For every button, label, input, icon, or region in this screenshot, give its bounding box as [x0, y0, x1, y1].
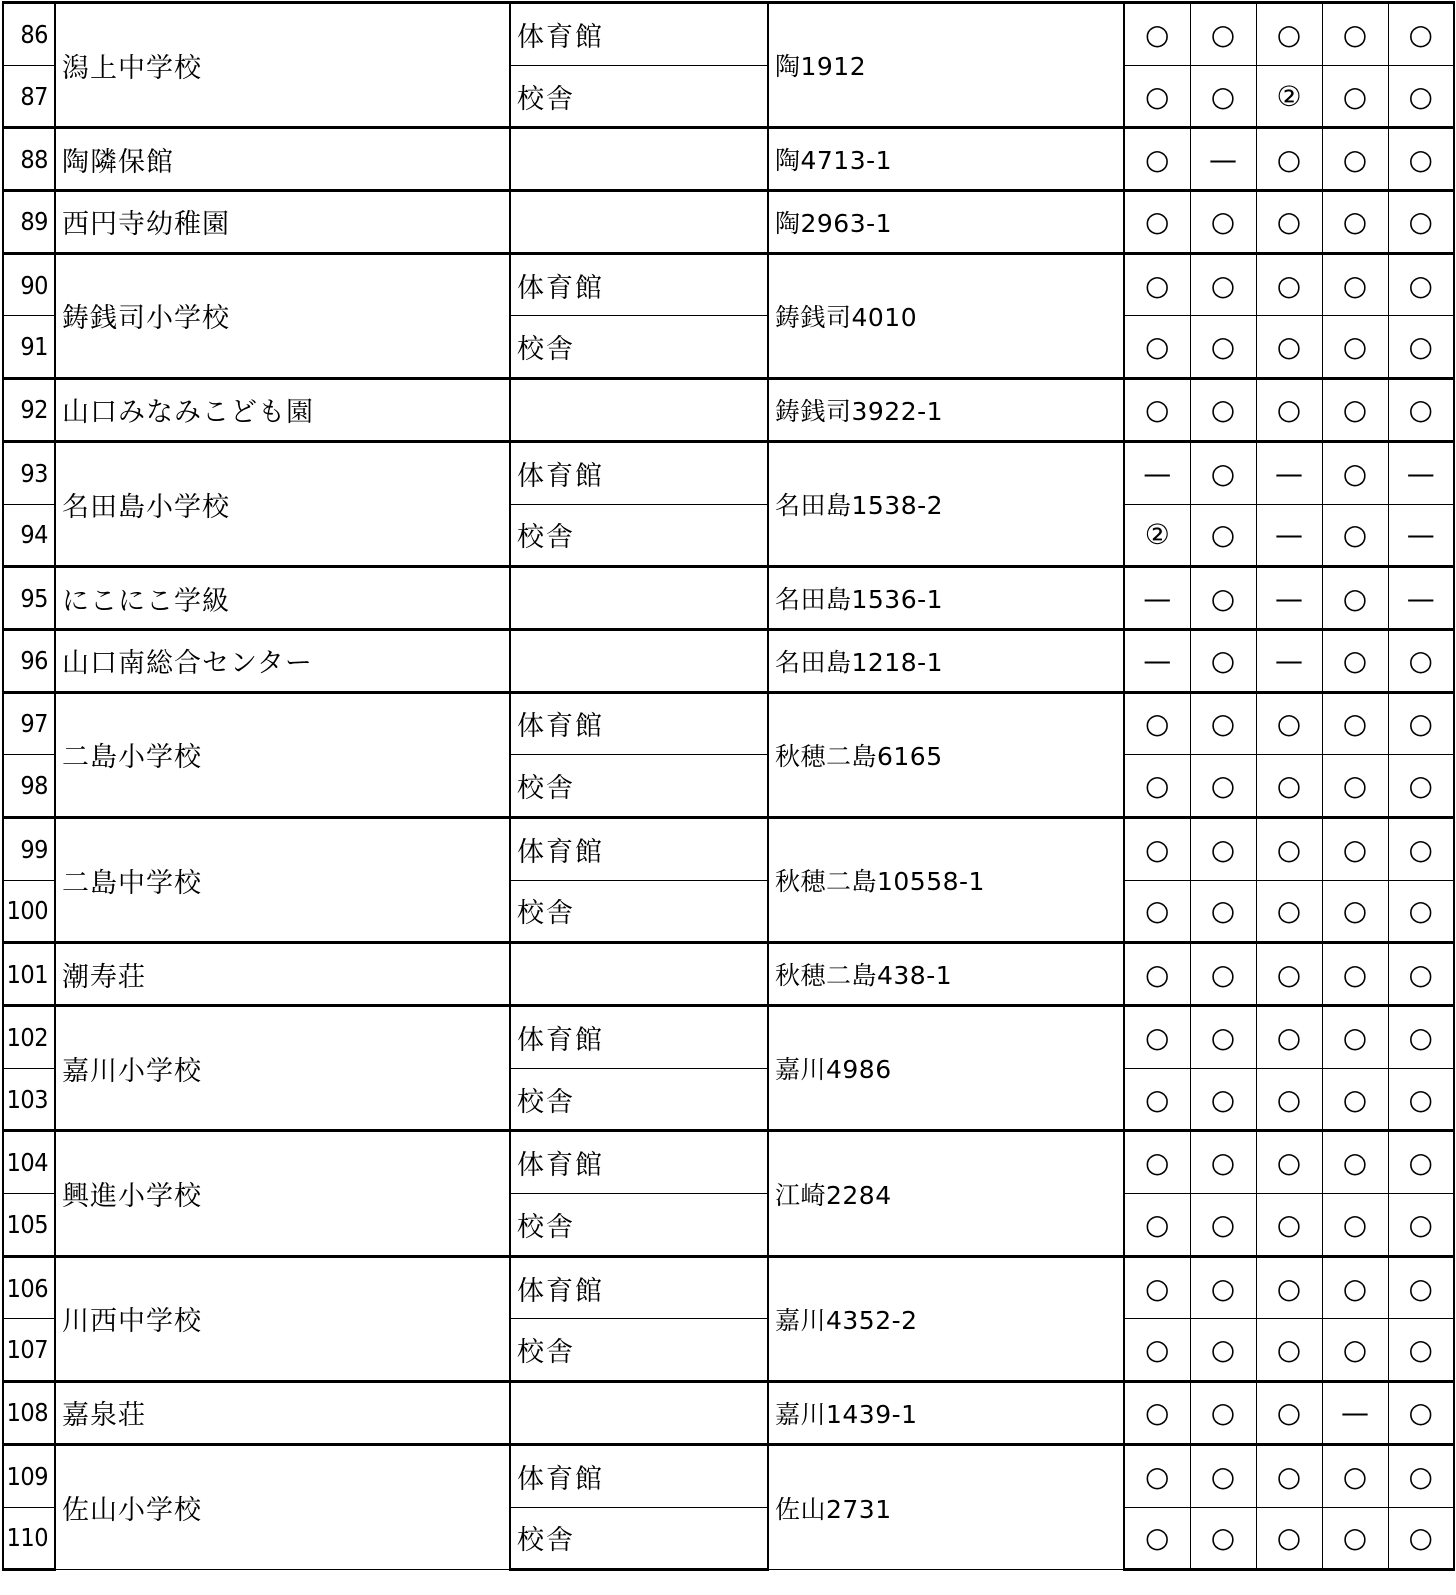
facility-name: 山口南総合センター [55, 629, 510, 692]
address: 鋳銭司3922-1 [768, 379, 1124, 442]
building-type: 体育館 [510, 1006, 768, 1069]
hazard-mark: ○ [1124, 128, 1190, 191]
building-type: 校舎 [510, 1507, 768, 1570]
hazard-mark: ○ [1124, 316, 1190, 379]
facility-name: 嘉泉荘 [55, 1382, 510, 1445]
building-type: 体育館 [510, 1256, 768, 1319]
hazard-mark: ○ [1322, 253, 1388, 316]
building-type [510, 128, 768, 191]
hazard-mark: ○ [1190, 379, 1256, 442]
table-row [3, 1131, 1454, 1194]
hazard-mark: ○ [1322, 1319, 1388, 1382]
address: 秋穂二島438-1 [768, 943, 1124, 1006]
hazard-mark: ○ [1124, 1068, 1190, 1131]
hazard-mark: ○ [1256, 128, 1322, 191]
hazard-mark: ○ [1190, 191, 1256, 254]
hazard-mark: ○ [1124, 943, 1190, 1006]
address: 陶2963-1 [768, 191, 1124, 254]
building-type: 校舎 [510, 1068, 768, 1131]
facility-name: 山口みなみこども園 [55, 379, 510, 442]
hazard-mark: ○ [1256, 880, 1322, 943]
hazard-mark: ○ [1256, 1444, 1322, 1507]
hazard-mark: ○ [1256, 817, 1322, 880]
hazard-mark: ○ [1190, 1006, 1256, 1069]
address: 秋穂二島10558-1 [768, 817, 1124, 942]
hazard-mark: ○ [1190, 943, 1256, 1006]
table-row [3, 1256, 1454, 1319]
facility-name: にこにこ学級 [55, 567, 510, 630]
hazard-mark: ○ [1124, 1382, 1190, 1445]
building-type: 校舎 [510, 880, 768, 943]
building-type: 校舎 [510, 65, 768, 128]
hazard-mark: ○ [1388, 3, 1454, 66]
hazard-mark: ○ [1322, 504, 1388, 567]
hazard-mark: ○ [1322, 441, 1388, 504]
hazard-mark: ○ [1322, 880, 1388, 943]
hazard-mark: ○ [1388, 128, 1454, 191]
hazard-mark: ○ [1190, 1444, 1256, 1507]
hazard-mark: ○ [1322, 1006, 1388, 1069]
hazard-mark: ○ [1322, 629, 1388, 692]
hazard-mark: ○ [1388, 629, 1454, 692]
hazard-mark: ○ [1256, 1131, 1322, 1194]
row-number: 92 [3, 379, 55, 442]
hazard-mark: ○ [1388, 1382, 1454, 1445]
row-number: 110 [3, 1507, 55, 1570]
building-type [510, 629, 768, 692]
table-row [3, 943, 1454, 1006]
building-type: 校舎 [510, 316, 768, 379]
facility-name: 潟上中学校 [55, 3, 510, 128]
building-type: 体育館 [510, 1131, 768, 1194]
hazard-mark: ○ [1256, 253, 1322, 316]
hazard-mark: ○ [1388, 943, 1454, 1006]
hazard-mark: ○ [1190, 1194, 1256, 1257]
hazard-mark: ○ [1190, 1131, 1256, 1194]
row-number: 96 [3, 629, 55, 692]
hazard-mark: ○ [1256, 1507, 1322, 1570]
row-number: 88 [3, 128, 55, 191]
table-row [3, 1382, 1454, 1445]
address: 江崎2284 [768, 1131, 1124, 1256]
hazard-mark: ○ [1388, 817, 1454, 880]
facility-name: 嘉川小学校 [55, 1006, 510, 1131]
hazard-mark: ○ [1124, 817, 1190, 880]
hazard-mark: ○ [1256, 1319, 1322, 1382]
building-type: 体育館 [510, 441, 768, 504]
hazard-mark: ○ [1256, 1006, 1322, 1069]
row-number: 90 [3, 253, 55, 316]
row-number: 107 [3, 1319, 55, 1382]
hazard-mark: ○ [1256, 943, 1322, 1006]
hazard-mark: ○ [1388, 379, 1454, 442]
building-type [510, 1382, 768, 1445]
hazard-mark: ○ [1388, 1006, 1454, 1069]
hazard-mark: ○ [1256, 1256, 1322, 1319]
hazard-mark: ○ [1322, 817, 1388, 880]
address: 佐山2731 [768, 1444, 1124, 1569]
address: 秋穂二島6165 [768, 692, 1124, 817]
address: 嘉川1439-1 [768, 1382, 1124, 1445]
hazard-mark: ○ [1124, 880, 1190, 943]
hazard-mark: ○ [1388, 316, 1454, 379]
row-number: 102 [3, 1006, 55, 1069]
hazard-mark: ○ [1256, 1068, 1322, 1131]
hazard-mark: ○ [1124, 1507, 1190, 1570]
hazard-mark: ○ [1388, 1444, 1454, 1507]
hazard-mark: ○ [1190, 817, 1256, 880]
hazard-mark: ○ [1190, 755, 1256, 818]
hazard-mark: ○ [1256, 191, 1322, 254]
row-number: 109 [3, 1444, 55, 1507]
table-row [3, 817, 1454, 880]
hazard-mark: ○ [1322, 316, 1388, 379]
building-type: 校舎 [510, 755, 768, 818]
row-number: 91 [3, 316, 55, 379]
hazard-mark: ○ [1322, 567, 1388, 630]
facility-name: 陶隣保館 [55, 128, 510, 191]
address: 名田島1218-1 [768, 629, 1124, 692]
address: 嘉川4986 [768, 1006, 1124, 1131]
table-row [3, 567, 1454, 630]
facility-name: 潮寿荘 [55, 943, 510, 1006]
hazard-mark: — [1124, 567, 1190, 630]
hazard-mark: ○ [1190, 504, 1256, 567]
hazard-mark: ○ [1388, 253, 1454, 316]
hazard-mark: ○ [1322, 1444, 1388, 1507]
hazard-mark: ○ [1322, 692, 1388, 755]
table-row [3, 191, 1454, 254]
facility-name: 西円寺幼稚園 [55, 191, 510, 254]
hazard-mark: ○ [1124, 379, 1190, 442]
hazard-mark: ○ [1322, 1131, 1388, 1194]
row-number: 93 [3, 441, 55, 504]
row-number: 87 [3, 65, 55, 128]
hazard-mark: — [1124, 629, 1190, 692]
hazard-mark: ○ [1190, 1507, 1256, 1570]
hazard-mark: ○ [1124, 755, 1190, 818]
hazard-mark: ○ [1124, 253, 1190, 316]
hazard-mark: ○ [1124, 3, 1190, 66]
hazard-mark: — [1256, 567, 1322, 630]
hazard-mark: ○ [1190, 3, 1256, 66]
row-number: 86 [3, 3, 55, 66]
hazard-mark: ○ [1322, 1256, 1388, 1319]
hazard-mark: ○ [1190, 1068, 1256, 1131]
hazard-mark: ○ [1190, 692, 1256, 755]
hazard-mark: ○ [1388, 1131, 1454, 1194]
building-type [510, 191, 768, 254]
hazard-mark: ○ [1190, 65, 1256, 128]
hazard-mark: ○ [1388, 1507, 1454, 1570]
row-number: 104 [3, 1131, 55, 1194]
hazard-mark: ○ [1322, 128, 1388, 191]
building-type: 体育館 [510, 253, 768, 316]
hazard-mark: ○ [1124, 692, 1190, 755]
row-number: 100 [3, 880, 55, 943]
hazard-mark: ○ [1190, 253, 1256, 316]
hazard-mark: ○ [1256, 1382, 1322, 1445]
hazard-mark: ② [1256, 65, 1322, 128]
hazard-mark: ○ [1256, 316, 1322, 379]
hazard-mark: ○ [1256, 1194, 1322, 1257]
table-row [3, 1006, 1454, 1069]
hazard-mark: ○ [1322, 1068, 1388, 1131]
hazard-mark: ○ [1322, 65, 1388, 128]
hazard-mark: ○ [1322, 3, 1388, 66]
hazard-mark: ○ [1322, 1507, 1388, 1570]
building-type: 体育館 [510, 3, 768, 66]
hazard-mark: — [1124, 441, 1190, 504]
building-type: 校舎 [510, 1194, 768, 1257]
hazard-mark: ○ [1190, 1319, 1256, 1382]
hazard-mark: ○ [1388, 755, 1454, 818]
table-body [3, 3, 1454, 1570]
facility-name: 興進小学校 [55, 1131, 510, 1256]
hazard-mark: ○ [1190, 441, 1256, 504]
hazard-mark: ○ [1256, 379, 1322, 442]
facility-name: 二島小学校 [55, 692, 510, 817]
hazard-mark: ○ [1124, 1444, 1190, 1507]
building-type: 校舎 [510, 504, 768, 567]
address: 名田島1538-2 [768, 441, 1124, 566]
row-number: 108 [3, 1382, 55, 1445]
hazard-mark: ○ [1388, 1256, 1454, 1319]
hazard-mark: ② [1124, 504, 1190, 567]
building-type [510, 379, 768, 442]
row-number: 94 [3, 504, 55, 567]
building-type: 体育館 [510, 817, 768, 880]
hazard-mark: ○ [1190, 1382, 1256, 1445]
hazard-mark: ○ [1124, 1194, 1190, 1257]
hazard-mark: ○ [1388, 1194, 1454, 1257]
hazard-mark: ○ [1388, 880, 1454, 943]
building-type: 体育館 [510, 692, 768, 755]
table-row [3, 128, 1454, 191]
row-number: 106 [3, 1256, 55, 1319]
hazard-mark: ○ [1124, 65, 1190, 128]
hazard-mark: ○ [1124, 1006, 1190, 1069]
address: 名田島1536-1 [768, 567, 1124, 630]
building-type [510, 943, 768, 1006]
hazard-mark: — [1256, 629, 1322, 692]
hazard-mark: ○ [1388, 65, 1454, 128]
facility-name: 名田島小学校 [55, 441, 510, 566]
hazard-mark: ○ [1256, 3, 1322, 66]
table-row [3, 629, 1454, 692]
hazard-mark: ○ [1190, 316, 1256, 379]
hazard-mark: ○ [1256, 692, 1322, 755]
row-number: 99 [3, 817, 55, 880]
hazard-mark: — [1388, 504, 1454, 567]
facility-name: 鋳銭司小学校 [55, 253, 510, 378]
hazard-mark: ○ [1124, 191, 1190, 254]
hazard-mark: ○ [1124, 1131, 1190, 1194]
hazard-mark: ○ [1190, 567, 1256, 630]
table-row [3, 1444, 1454, 1507]
hazard-mark: ○ [1190, 629, 1256, 692]
facility-name: 佐山小学校 [55, 1444, 510, 1569]
table-row [3, 379, 1454, 442]
shelter-table [2, 1, 1455, 1571]
hazard-mark: ○ [1322, 1194, 1388, 1257]
row-number: 98 [3, 755, 55, 818]
hazard-mark: — [1256, 504, 1322, 567]
address: 陶1912 [768, 3, 1124, 128]
hazard-mark: ○ [1124, 1256, 1190, 1319]
hazard-mark: — [1256, 441, 1322, 504]
hazard-mark: — [1190, 128, 1256, 191]
hazard-mark: ○ [1322, 379, 1388, 442]
hazard-mark: ○ [1388, 692, 1454, 755]
table-row [3, 3, 1454, 66]
address: 鋳銭司4010 [768, 253, 1124, 378]
address: 陶4713-1 [768, 128, 1124, 191]
building-type: 体育館 [510, 1444, 768, 1507]
table-row [3, 253, 1454, 316]
hazard-mark: ○ [1124, 1319, 1190, 1382]
hazard-mark: ○ [1388, 191, 1454, 254]
row-number: 95 [3, 567, 55, 630]
hazard-mark: — [1388, 441, 1454, 504]
table-row [3, 692, 1454, 755]
hazard-mark: ○ [1190, 1256, 1256, 1319]
hazard-mark: — [1388, 567, 1454, 630]
hazard-mark: ○ [1256, 755, 1322, 818]
row-number: 105 [3, 1194, 55, 1257]
hazard-mark: ○ [1388, 1068, 1454, 1131]
facility-name: 二島中学校 [55, 817, 510, 942]
building-type [510, 567, 768, 630]
hazard-mark: ○ [1322, 755, 1388, 818]
row-number: 103 [3, 1068, 55, 1131]
hazard-mark: ○ [1322, 191, 1388, 254]
facility-name: 川西中学校 [55, 1256, 510, 1381]
hazard-mark: ○ [1388, 1319, 1454, 1382]
row-number: 89 [3, 191, 55, 254]
hazard-mark: ○ [1322, 943, 1388, 1006]
building-type: 校舎 [510, 1319, 768, 1382]
hazard-mark: — [1322, 1382, 1388, 1445]
hazard-mark: ○ [1190, 880, 1256, 943]
table-row [3, 441, 1454, 504]
row-number: 101 [3, 943, 55, 1006]
row-number: 97 [3, 692, 55, 755]
address: 嘉川4352-2 [768, 1256, 1124, 1381]
